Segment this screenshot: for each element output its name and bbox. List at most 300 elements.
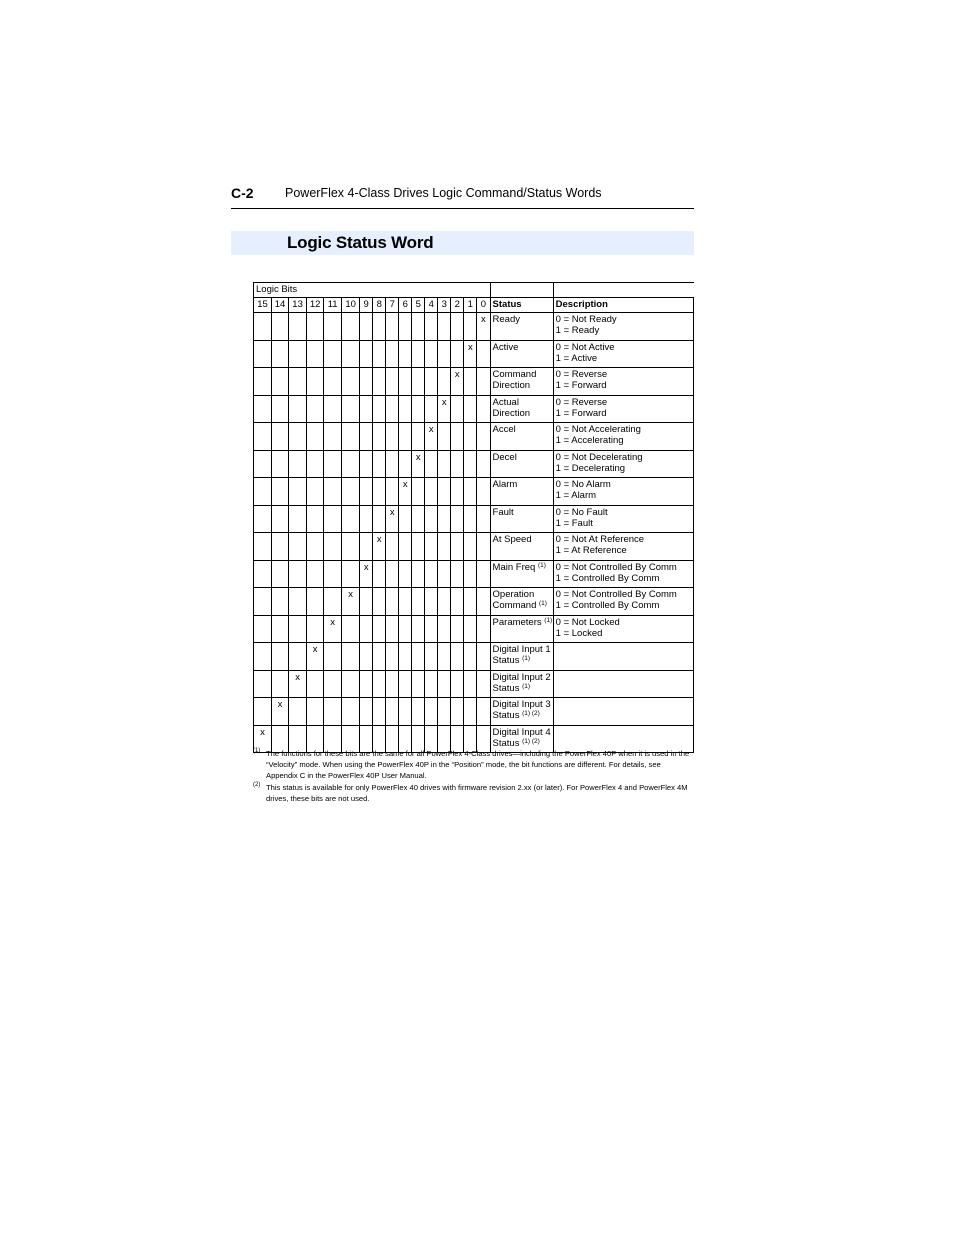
bit-cell: [289, 505, 307, 533]
bit-cell: [425, 368, 438, 396]
bit-cell: [272, 395, 289, 423]
status-cell: [490, 588, 553, 616]
bit-cell: [464, 313, 477, 341]
bit-cell: [254, 423, 272, 451]
bit-cell: [342, 560, 360, 588]
bit-cell: [399, 533, 412, 561]
status-text: At Speed: [492, 534, 532, 545]
bit-cell: [438, 615, 451, 643]
bit-cell: [254, 340, 272, 368]
status-text: Fault: [492, 506, 514, 518]
status-text: Digital Input 1: [492, 644, 551, 655]
footnote-ref: (1): [544, 616, 553, 624]
description-text: 1 = Active: [555, 352, 598, 364]
bit-cell: [464, 615, 477, 643]
status-cell: [490, 313, 553, 341]
bit-mark: x: [289, 670, 307, 698]
table-row: [254, 505, 694, 533]
bit-cell: [307, 698, 324, 726]
footnotes: [253, 748, 694, 805]
bit-cell: [289, 698, 307, 726]
description-text: 0 = Not Active: [555, 341, 615, 353]
bit-cell: [307, 615, 324, 643]
bit-cell: [438, 560, 451, 588]
status-text: Operation: [492, 589, 535, 600]
table-row: [254, 643, 694, 671]
table-row: [254, 313, 694, 341]
table-row: [254, 533, 694, 561]
status-text: Digital Input 4: [492, 726, 551, 738]
status-text: Parameters: [492, 616, 542, 628]
bit-cell: [412, 698, 425, 726]
status-text: Main Freq: [492, 561, 536, 573]
section-heading-band: [231, 231, 694, 255]
section-title: Logic Status Word: [287, 233, 434, 252]
bit-cell: [360, 368, 373, 396]
table-row: [254, 368, 694, 396]
bit-cell: [289, 643, 307, 671]
status-cell: [490, 533, 553, 561]
description-cell: [553, 478, 693, 506]
description-text: 0 = Not Accelerating: [555, 424, 641, 435]
bit-cell: [342, 450, 360, 478]
bit-cell: [307, 478, 324, 506]
bit-number-header: 4: [425, 298, 438, 313]
status-cell: [490, 698, 553, 726]
page-header: [231, 183, 694, 209]
description-text: 1 = Accelerating: [555, 435, 624, 446]
bit-cell: [451, 313, 464, 341]
bit-cell: [386, 615, 399, 643]
bit-cell: [438, 478, 451, 506]
status-cell: [490, 560, 553, 588]
description-cell: [553, 313, 693, 341]
bit-cell: [425, 560, 438, 588]
bit-cell: [272, 615, 289, 643]
logic-bits-label: Logic Bits: [254, 283, 491, 298]
description-text: 0 = Not Locked: [555, 616, 620, 628]
bit-number-header: 2: [451, 298, 464, 313]
bit-cell: [272, 368, 289, 396]
description-text: 1 = Locked: [555, 627, 603, 639]
description-text: 1 = Fault: [555, 517, 593, 529]
bit-mark: x: [307, 643, 324, 671]
table-row: [254, 478, 694, 506]
bit-mark: x: [464, 340, 477, 368]
bit-cell: [324, 643, 342, 671]
bit-cell: [477, 615, 490, 643]
bit-cell: [386, 533, 399, 561]
status-cell: [490, 615, 553, 643]
footnote-ref: (1): [539, 600, 547, 607]
bit-cell: [360, 643, 373, 671]
bit-cell: [386, 698, 399, 726]
status-cell: [490, 340, 553, 368]
status-text: Status: [492, 682, 520, 694]
bit-number-header: 12: [307, 298, 324, 313]
bit-cell: [373, 615, 386, 643]
bit-cell: [373, 670, 386, 698]
bit-cell: [477, 505, 490, 533]
bit-cell: [360, 615, 373, 643]
description-cell: [553, 395, 693, 423]
bit-number-header: 9: [360, 298, 373, 313]
bit-cell: [399, 698, 412, 726]
bit-cell: [451, 643, 464, 671]
bit-number-header: 7: [386, 298, 399, 313]
bit-cell: [386, 643, 399, 671]
bit-cell: [307, 423, 324, 451]
running-title: PowerFlex 4-Class Drives Logic Command/Status Words: [285, 186, 602, 200]
bit-number-header: 6: [399, 298, 412, 313]
bit-number-header: 1: [464, 298, 477, 313]
bit-cell: [386, 423, 399, 451]
description-cell: [553, 533, 693, 561]
bit-cell: [272, 423, 289, 451]
bit-cell: [254, 560, 272, 588]
bit-mark: x: [425, 423, 438, 451]
bit-cell: [477, 395, 490, 423]
bit-cell: [451, 505, 464, 533]
page-number: C-2: [231, 185, 254, 201]
footnote-ref: (1) (2): [522, 710, 540, 717]
description-cell: [553, 505, 693, 533]
table-row: [254, 615, 694, 643]
bit-cell: [477, 478, 490, 506]
status-cell: [490, 670, 553, 698]
bit-cell: [373, 643, 386, 671]
bit-mark: x: [386, 505, 399, 533]
bit-cell: [254, 395, 272, 423]
bit-cell: [425, 313, 438, 341]
bit-cell: [386, 588, 399, 616]
status-text: Alarm: [492, 479, 518, 490]
bit-cell: [324, 450, 342, 478]
bit-cell: [464, 533, 477, 561]
description-text: 1 = Ready: [555, 325, 600, 336]
bit-cell: [425, 615, 438, 643]
bit-cell: [289, 560, 307, 588]
description-cell: [553, 560, 693, 588]
status-text: Status: [492, 737, 520, 749]
bit-cell: [399, 368, 412, 396]
bit-cell: [425, 588, 438, 616]
bit-cell: [399, 670, 412, 698]
table-row: [254, 670, 694, 698]
status-text: Decel: [492, 451, 517, 463]
bit-mark: x: [412, 450, 425, 478]
bit-cell: [307, 588, 324, 616]
bit-cell: [360, 313, 373, 341]
bit-cell: [438, 313, 451, 341]
bit-cell: [399, 615, 412, 643]
status-text: Command: [492, 600, 537, 611]
bit-cell: [451, 588, 464, 616]
bit-cell: [342, 313, 360, 341]
logic-status-table: [253, 282, 694, 753]
bit-cell: [272, 505, 289, 533]
bit-cell: [451, 423, 464, 451]
bit-cell: [386, 670, 399, 698]
bit-cell: [412, 368, 425, 396]
bit-cell: [342, 340, 360, 368]
bit-cell: [324, 478, 342, 506]
bit-cell: [399, 643, 412, 671]
bit-cell: [324, 395, 342, 423]
bit-cell: [342, 698, 360, 726]
bit-cell: [399, 505, 412, 533]
bit-cell: [438, 423, 451, 451]
bit-cell: [342, 368, 360, 396]
status-cell: [490, 478, 553, 506]
status-cell: [490, 368, 553, 396]
table-row: [254, 698, 694, 726]
bit-cell: [438, 340, 451, 368]
footnote-text: This status is available for only PowerFlex 40 drives with firmware revision 2.xx (or later). For PowerFlex 4 and PowerFlex 4M drives, these bits are not used.: [266, 783, 688, 803]
description-text: 0 = Not Controlled By Comm: [555, 589, 677, 600]
bit-cell: [412, 560, 425, 588]
bit-cell: [438, 588, 451, 616]
bit-cell: [254, 368, 272, 396]
bit-cell: [272, 340, 289, 368]
description-cell: [553, 670, 693, 698]
bit-number-header: 11: [324, 298, 342, 313]
bit-cell: [451, 340, 464, 368]
bit-cell: [254, 588, 272, 616]
bit-cell: [307, 560, 324, 588]
description-text: 1 = Controlled By Comm: [555, 572, 660, 584]
bit-cell: [438, 643, 451, 671]
bit-cell: [412, 478, 425, 506]
bit-cell: [464, 588, 477, 616]
bit-number-header: 14: [272, 298, 289, 313]
description-text: 1 = Forward: [555, 380, 607, 391]
description-text: 0 = Not Ready: [555, 314, 617, 325]
bit-cell: [425, 340, 438, 368]
bit-cell: [386, 340, 399, 368]
bit-cell: [477, 533, 490, 561]
bit-cell: [254, 450, 272, 478]
bit-cell: [412, 395, 425, 423]
bit-cell: [272, 670, 289, 698]
bit-cell: [254, 505, 272, 533]
bit-cell: [342, 615, 360, 643]
bit-cell: [342, 643, 360, 671]
bit-mark: x: [438, 395, 451, 423]
status-text: Direction: [492, 380, 531, 391]
bit-cell: [254, 533, 272, 561]
status-cell: [490, 450, 553, 478]
description-cell: [553, 698, 693, 726]
status-text: Accel: [492, 424, 516, 435]
bit-cell: [464, 478, 477, 506]
bit-cell: [464, 560, 477, 588]
bit-cell: [272, 313, 289, 341]
bit-cell: [464, 698, 477, 726]
description-text: 0 = Not Controlled By Comm: [555, 561, 677, 573]
bit-cell: [324, 340, 342, 368]
bit-cell: [342, 533, 360, 561]
bit-cell: [324, 313, 342, 341]
footnote-ref: (1) (2): [522, 737, 540, 745]
bit-cell: [289, 395, 307, 423]
bit-cell: [464, 368, 477, 396]
bit-cell: [477, 423, 490, 451]
bit-cell: [307, 368, 324, 396]
bit-cell: [386, 560, 399, 588]
bit-cell: [360, 478, 373, 506]
bit-cell: [477, 450, 490, 478]
bit-cell: [412, 533, 425, 561]
bit-cell: [324, 698, 342, 726]
bit-cell: [360, 698, 373, 726]
bit-cell: [386, 313, 399, 341]
bit-cell: [412, 340, 425, 368]
bit-cell: [386, 478, 399, 506]
table-row: [254, 450, 694, 478]
bit-mark: x: [477, 313, 490, 341]
bit-cell: [425, 533, 438, 561]
bit-cell: [254, 313, 272, 341]
bit-cell: [324, 560, 342, 588]
footnote: [253, 748, 694, 781]
description-text: 0 = Not At Reference: [555, 534, 645, 545]
bit-mark: x: [342, 588, 360, 616]
bit-cell: [399, 423, 412, 451]
status-text: Ready: [492, 314, 520, 325]
bit-cell: [425, 505, 438, 533]
bit-cell: [425, 395, 438, 423]
bit-cell: [438, 450, 451, 478]
footnote-mark: (2): [253, 782, 261, 788]
bit-mark: x: [272, 698, 289, 726]
bit-cell: [289, 368, 307, 396]
status-column-header: Status: [490, 298, 553, 313]
bit-cell: [399, 588, 412, 616]
description-cell: [553, 340, 693, 368]
status-text: Command: [492, 369, 537, 380]
bit-cell: [451, 615, 464, 643]
description-text: 0 = Reverse: [555, 369, 608, 380]
bit-cell: [307, 533, 324, 561]
table-row: [254, 340, 694, 368]
bit-cell: [373, 313, 386, 341]
bit-cell: [254, 643, 272, 671]
bit-mark: x: [360, 560, 373, 588]
bit-cell: [324, 423, 342, 451]
bit-cell: [451, 395, 464, 423]
bit-cell: [477, 588, 490, 616]
bit-cell: [438, 368, 451, 396]
footnote-ref: (1): [522, 682, 531, 690]
description-cell: [553, 423, 693, 451]
bit-cell: [412, 643, 425, 671]
footnote: [253, 782, 694, 804]
bit-cell: [464, 423, 477, 451]
bit-cell: [373, 698, 386, 726]
bit-cell: [373, 450, 386, 478]
bit-cell: [272, 560, 289, 588]
bit-cell: [412, 670, 425, 698]
status-cell: [490, 643, 553, 671]
bit-number-header: 10: [342, 298, 360, 313]
bit-cell: [451, 478, 464, 506]
bit-number-row: [254, 298, 694, 313]
description-cell: [553, 368, 693, 396]
bit-cell: [399, 560, 412, 588]
bit-cell: [254, 698, 272, 726]
table-row: [254, 395, 694, 423]
bit-cell: [289, 340, 307, 368]
bit-cell: [425, 478, 438, 506]
bit-mark: x: [373, 533, 386, 561]
description-cell: [553, 615, 693, 643]
description-text: 1 = Forward: [555, 407, 607, 419]
bit-cell: [399, 340, 412, 368]
bit-cell: [342, 478, 360, 506]
bit-cell: [425, 643, 438, 671]
bit-cell: [324, 368, 342, 396]
bit-cell: [451, 560, 464, 588]
footnote-ref: (1): [522, 655, 531, 662]
table-row: [254, 423, 694, 451]
bit-cell: [386, 450, 399, 478]
bit-cell: [307, 395, 324, 423]
bit-cell: [342, 505, 360, 533]
status-text: Digital Input 2: [492, 671, 551, 683]
bit-cell: [412, 505, 425, 533]
bit-cell: [254, 670, 272, 698]
bit-number-header: 13: [289, 298, 307, 313]
bit-cell: [254, 615, 272, 643]
bit-cell: [451, 533, 464, 561]
footnote-mark: (1): [253, 748, 261, 754]
description-column-header: Description: [553, 298, 693, 313]
bit-cell: [360, 395, 373, 423]
bit-cell: [360, 340, 373, 368]
bit-cell: [451, 450, 464, 478]
bit-cell: [438, 505, 451, 533]
footnote-text: The functions for these bits are the same for all PowerFlex 4-Class drives—including the PowerFlex 40P when it is used in the “Velocity” mode. When using the PowerFlex 40P in the “Position” mode, the bit functions are different. For details, see Appendix C in the PowerFlex 40P User Manual.: [266, 749, 690, 780]
bit-mark: x: [254, 725, 272, 753]
bit-cell: [360, 505, 373, 533]
bit-cell: [464, 395, 477, 423]
bit-cell: [360, 450, 373, 478]
bit-cell: [477, 670, 490, 698]
description-cell: [553, 643, 693, 671]
bit-cell: [477, 368, 490, 396]
bit-cell: [307, 670, 324, 698]
bit-cell: [451, 670, 464, 698]
status-text: Digital Input 3: [492, 699, 551, 710]
bit-cell: [272, 450, 289, 478]
bit-cell: [464, 450, 477, 478]
footnote-ref: (1): [537, 561, 546, 569]
bit-cell: [373, 395, 386, 423]
status-text: Active: [492, 341, 519, 353]
bit-cell: [464, 643, 477, 671]
bit-cell: [373, 560, 386, 588]
bit-cell: [289, 533, 307, 561]
status-text: Direction: [492, 407, 531, 419]
bit-cell: [477, 698, 490, 726]
bit-cell: [307, 505, 324, 533]
bit-cell: [386, 395, 399, 423]
bit-cell: [477, 340, 490, 368]
bit-number-header: 5: [412, 298, 425, 313]
bit-cell: [289, 313, 307, 341]
bit-cell: [254, 478, 272, 506]
